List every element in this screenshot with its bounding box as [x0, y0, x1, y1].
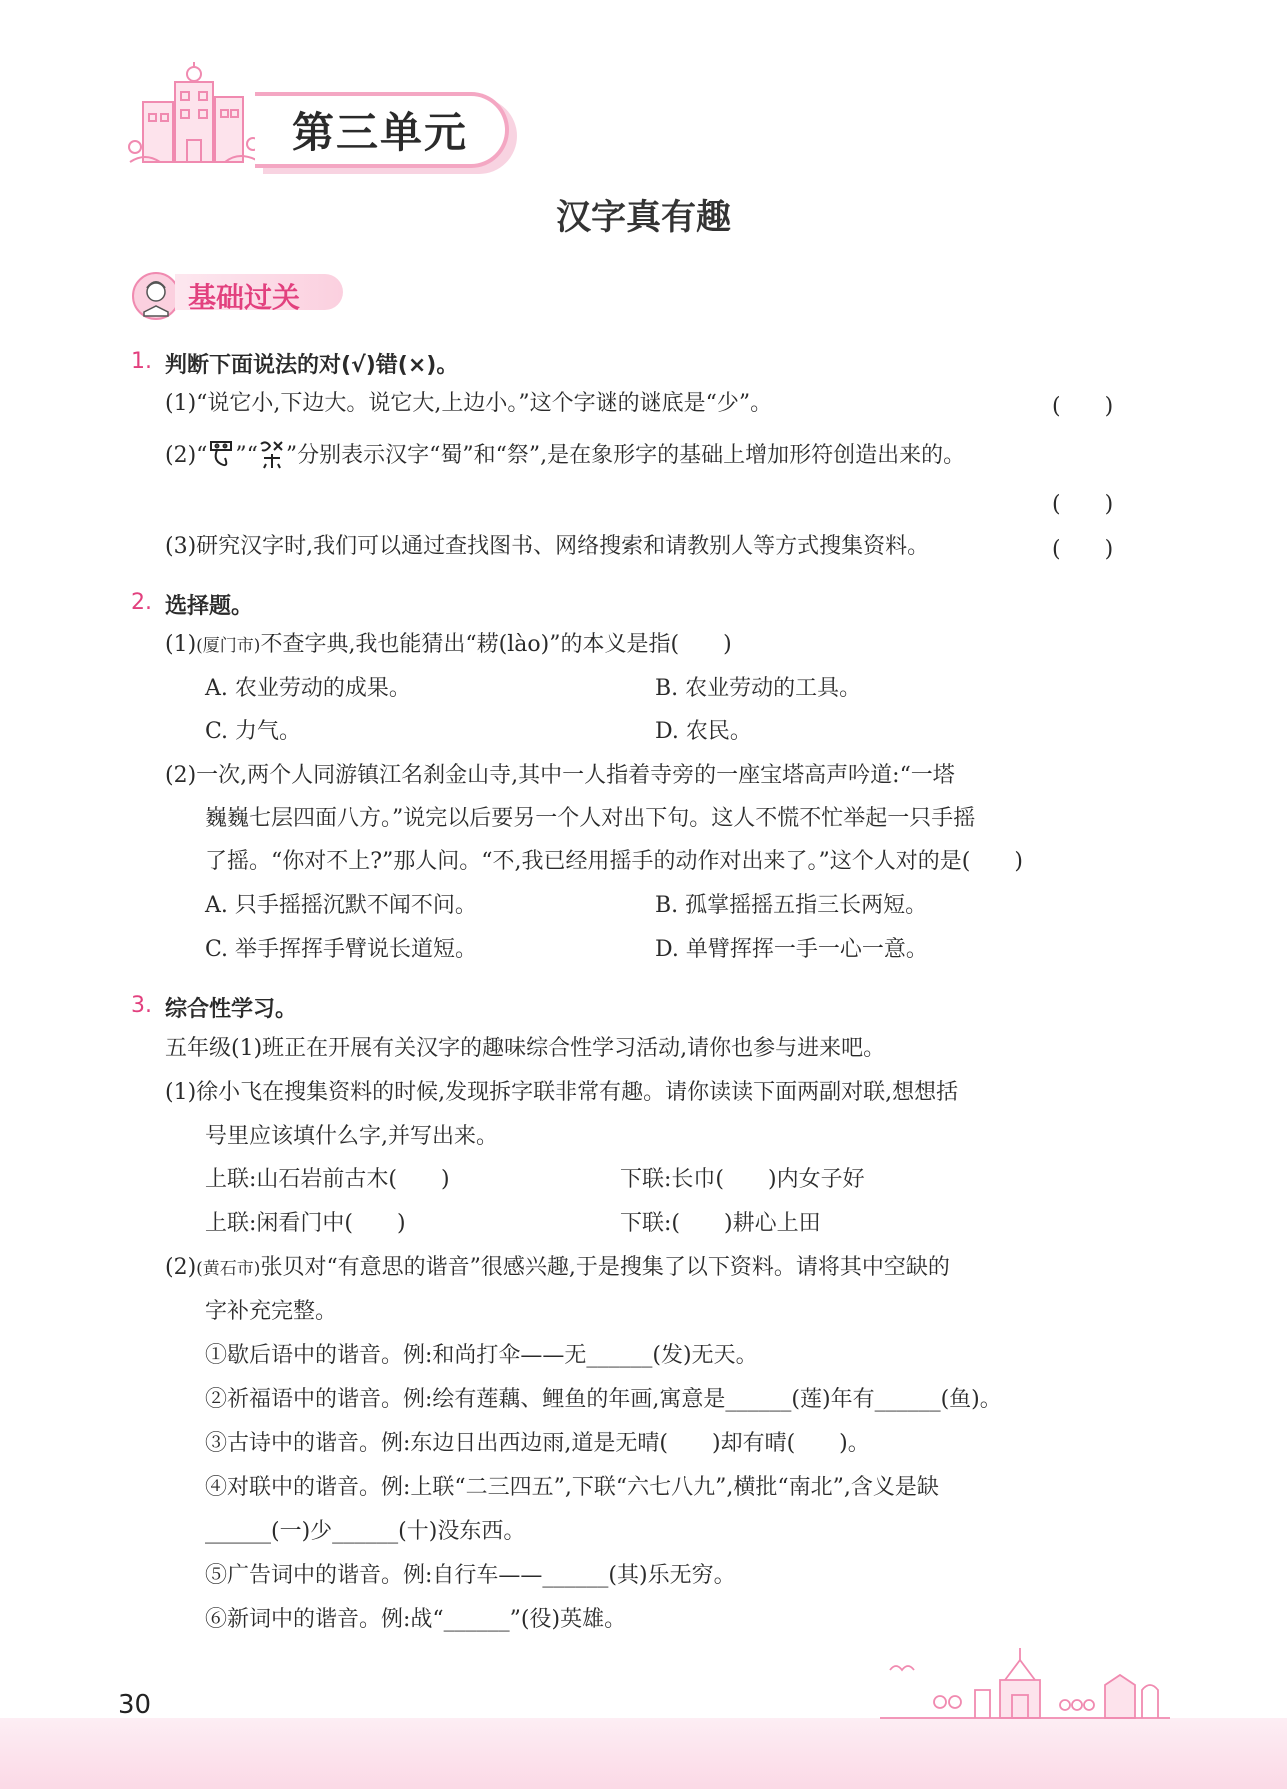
q1-item-3: (3)研究汉字时,我们可以通过查找图书、网络搜索和请教别人等方式搜集资料。: [165, 534, 930, 559]
q3-sub2-text: 张贝对“有意思的谐音”很感兴趣,于是搜集了以下资料。请将其中空缺的: [260, 1255, 950, 1280]
q3-couplet-1-lower[interactable]: 下联:长巾( )内女子好: [620, 1167, 865, 1192]
q2-sub1-option-d[interactable]: D. 农民。: [655, 719, 752, 744]
q3-intro: 五年级(1)班正在开展有关汉字的趣味综合性学习活动,请你也参与进来吧。: [165, 1036, 886, 1061]
q1-item-1: (1)“说它小,下边大。说它大,上边小。”这个字谜的谜底是“少”。: [165, 391, 773, 416]
q1-item-2-text: 分别表示汉字“蜀”和“祭”,是在象形字的基础上增加形符创造出来的。: [297, 443, 966, 468]
q2-sub2-option-c[interactable]: C. 举手挥挥手臂说长道短。: [205, 937, 478, 962]
q3-couplet-2-lower[interactable]: 下联:( )耕心上田: [620, 1211, 821, 1236]
unit-title: 第三单元: [292, 108, 469, 157]
q3-sub2-item-1[interactable]: ①歇后语中的谐音。例:和尚打伞——无______(发)无天。: [205, 1343, 758, 1368]
q3-sub2-item-6[interactable]: ⑥新词中的谐音。例:战“______”(役)英雄。: [205, 1607, 627, 1632]
q3-couplet-1-upper[interactable]: 上联:山石岩前古木( ): [205, 1167, 450, 1192]
q2-sub2-line-1: (2)一次,两个人同游镇江名刹金山寺,其中一人指着寺旁的一座宝塔高声吟道:“一塔: [165, 763, 955, 788]
lesson-title: 汉字真有趣: [555, 198, 731, 238]
q2-sub2-option-a[interactable]: A. 只手摇摇沉默不闻不问。: [205, 893, 477, 918]
footer-band: [0, 1718, 1287, 1789]
section-title: 基础过关: [188, 281, 301, 314]
q3-sub2-item-3[interactable]: ③古诗中的谐音。例:东边日出西边雨,道是无晴( )却有晴( )。: [205, 1431, 870, 1456]
q2-sub1-option-c[interactable]: C. 力气。: [205, 719, 302, 744]
q2-number: 2.: [131, 590, 152, 615]
q1-item-2-prefix: (2)“: [165, 443, 208, 468]
q1-answer-paren-2[interactable]: ( ): [1052, 492, 1114, 517]
q3-number: 3.: [131, 993, 152, 1018]
q2-sub2-option-d[interactable]: D. 单臂挥挥一手一心一意。: [655, 937, 928, 962]
q1-item-2-end: ”: [285, 443, 298, 468]
q2-title: 选择题。: [165, 594, 254, 619]
q2-sub1-option-b[interactable]: B. 农业劳动的工具。: [655, 676, 862, 701]
q3-sub1-line-2: 号里应该填什么字,并写出来。: [205, 1124, 498, 1149]
q3-title: 综合性学习。: [165, 997, 298, 1022]
q2-sub1-question: [165, 630, 732, 661]
q1-item-2: [165, 438, 965, 471]
q3-sub2-text-2: 字补充完整。: [205, 1299, 338, 1324]
q3-sub2-item-2[interactable]: ②祈福语中的谐音。例:绘有莲藕、鲤鱼的年画,寓意是______(莲)年有______(鱼)。: [205, 1387, 1002, 1412]
q1-item-2-mid: ”“: [235, 443, 258, 468]
q3-sub2-item-5[interactable]: ⑤广告词中的谐音。例:自行车——______(其)乐无穷。: [205, 1563, 736, 1588]
q1-number: 1.: [131, 349, 152, 374]
q2-sub1-region: (厦门市): [196, 636, 261, 656]
q1-title: 判断下面说法的对(√)错(×)。: [165, 353, 459, 378]
q2-sub1-option-a[interactable]: A. 农业劳动的成果。: [205, 676, 411, 701]
building-illustration-icon: [125, 62, 265, 172]
q3-sub2-item-4: ④对联中的谐音。例:上联“二三四五”,下联“六七八九”,横批“南北”,含义是缺: [205, 1475, 939, 1500]
q2-sub1-text: 不查字典,我也能猜出“耢(lào)”的本义是指( ): [260, 632, 732, 657]
q2-sub2-line-3: 了摇。“你对不上?”那人问。“不,我已经用摇手的动作对出来了。”这个人对的是( ): [205, 849, 1023, 874]
q3-sub2-region: (黄石市): [196, 1259, 261, 1279]
q3-sub2-prefix: (2): [165, 1255, 197, 1280]
q3-sub2-item-4-cont[interactable]: ______(一)少______(十)没东西。: [205, 1519, 526, 1544]
page-number: 30: [118, 1690, 152, 1720]
q1-answer-paren-1[interactable]: ( ): [1052, 394, 1114, 419]
q3-sub1-line-1: (1)徐小飞在搜集资料的时候,发现拆字联非常有趣。请你读读下面两副对联,想想括: [165, 1080, 959, 1105]
q3-sub2-question: [165, 1253, 950, 1284]
oracle-shu-glyph-icon: [207, 438, 235, 470]
oracle-ji-glyph-icon: [258, 438, 286, 470]
q2-sub1-prefix: (1): [165, 632, 197, 657]
q2-sub2-line-2: 巍巍七层四面八方。”说完以后要另一个人对出下句。这人不慌不忙举起一只手摇: [205, 806, 976, 831]
q2-sub2-option-b[interactable]: B. 孤掌摇摇五指三长两短。: [655, 893, 928, 918]
castle-illustration-icon: [880, 1640, 1170, 1720]
q1-answer-paren-3[interactable]: ( ): [1052, 537, 1114, 562]
q3-couplet-2-upper[interactable]: 上联:闲看门中( ): [205, 1211, 406, 1236]
